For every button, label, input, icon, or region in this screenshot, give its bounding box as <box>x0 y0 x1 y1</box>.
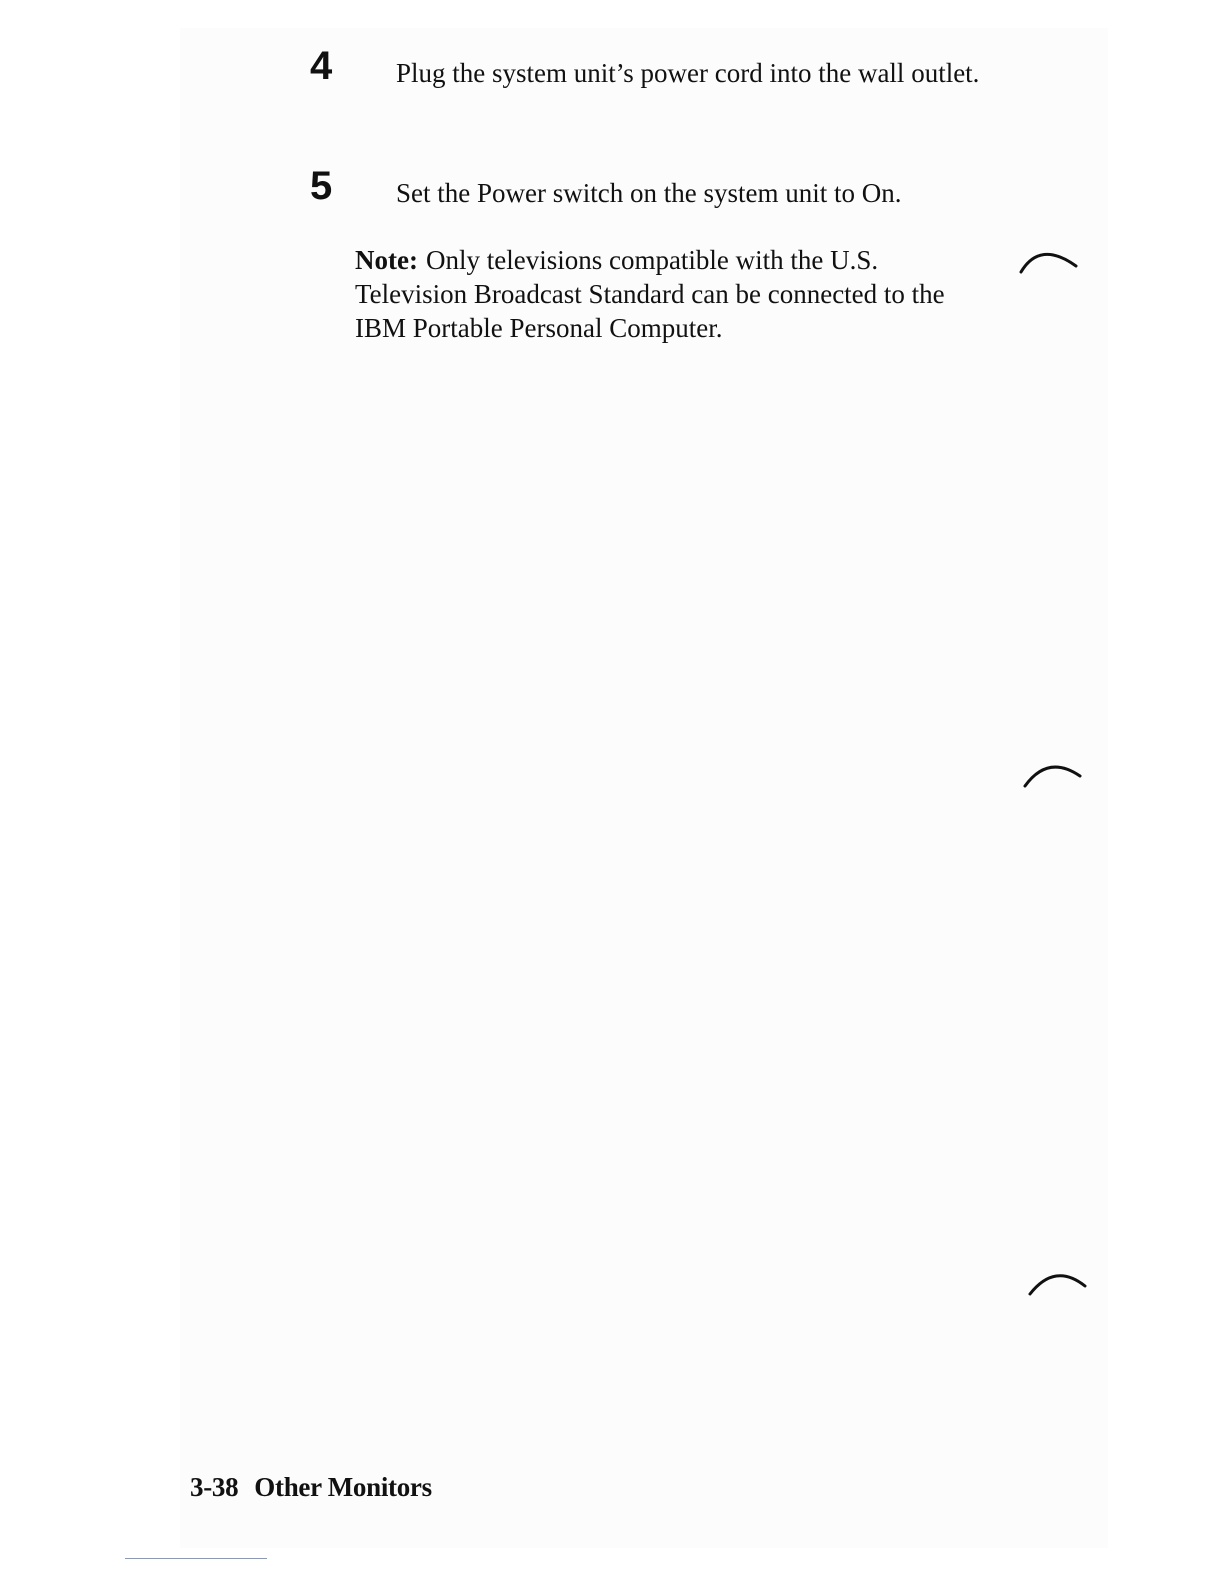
note <box>355 243 995 345</box>
bottom-rule <box>125 1558 267 1559</box>
note-text: Only televisions compatible with the U.S. Television Broadcast Standard can be connected to the IBM Portable Personal Computer. <box>355 245 945 343</box>
page-number: 3-38 <box>190 1472 239 1502</box>
binder-hole-mark-top <box>1018 244 1080 274</box>
binder-hole-mark-middle <box>1022 758 1084 788</box>
note-label: Note: <box>355 245 418 275</box>
step-text: Set the Power switch on the system unit to On. <box>396 178 902 208</box>
binder-hole-mark-bottom <box>1027 1266 1089 1296</box>
step-text: Plug the system unit’s power cord into the wall outlet. <box>396 58 980 88</box>
section-title: Other Monitors <box>254 1472 432 1502</box>
step-number: 5 <box>310 164 333 208</box>
step-number: 4 <box>310 44 333 88</box>
page-footer <box>190 1472 432 1503</box>
